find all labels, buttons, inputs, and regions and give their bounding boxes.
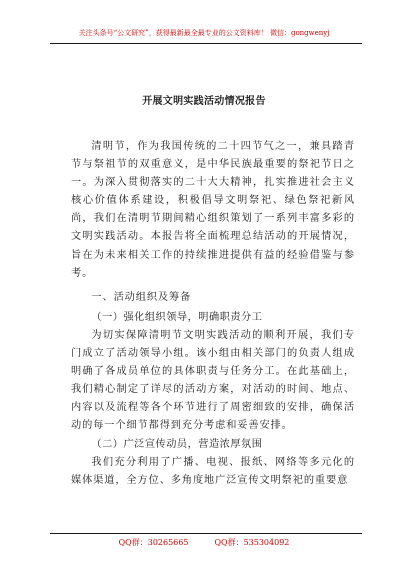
header-promo-note: 关注头条号“公文研究”，获得最新最全最专业的公文资料库！ 微信：gongwenyj <box>78 29 330 37</box>
footer-divider <box>50 533 362 534</box>
footer-contacts <box>0 537 408 549</box>
document-title: 开展文明实践活动情况报告 <box>142 96 266 107</box>
subsection-heading-2: （二）广泛宣传动员，营造浓厚氛围 <box>91 438 263 450</box>
footer-qq-group-1: QQ群：30265665 <box>118 538 189 547</box>
document-body <box>71 138 355 490</box>
subsection-paragraph-2: 我们充分利用了广播、电视、报纸、网络等多元化的媒体渠道，全方位、多角度地广泛宣传文明祭祀的重要意 <box>71 456 355 486</box>
header-divider <box>50 43 362 44</box>
section-heading-1: 一、活动组织及筹备 <box>91 291 192 303</box>
intro-paragraph: 清明节，作为我国传统的二十四节气之一，兼具踏青节与祭祖节的双重意义，是中华民族最重要的祭祀节日之一。为深入贯彻落实的二十大大精神，扎实推进社会主义核心价值体系建设，积极倡导文明祭祀、绿色祭祀新风尚，我们在清明节期间精心组织策划了一系列丰富多彩的文明实践活动。本报告将全面梳理总结活动的开展情况，旨在为未来相关工作的持续推进提供有益的经验借鉴与参考。 <box>71 141 355 279</box>
subsection-heading-1: （一）强化组织领导，明确职责分工 <box>91 311 263 323</box>
footer-qq-group-2: QQ群：535304092 <box>214 538 290 547</box>
subsection-paragraph-1: 为切实保障清明节文明实践活动的顺利开展，我们专门成立了活动领导小组。该小组由相关部门的负责人组成明确了各成员单位的具体职责与任务分工。在此基础上，我们精心制定了详尽的活动方案，对活动的时间、地点、内容以及流程等各个环节进行了周密细致的安排，确保活动的每一个细节都得到充分考虑和妥善安排。 <box>71 329 355 432</box>
